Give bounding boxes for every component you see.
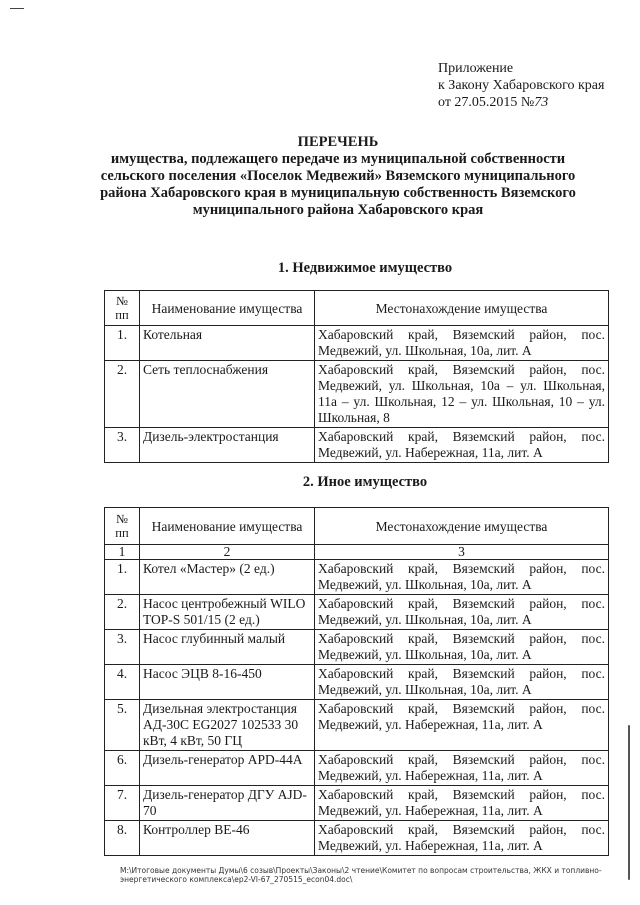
corner-mark <box>10 8 24 16</box>
title-heading: ПЕРЕЧЕНЬ <box>297 134 379 150</box>
property-name: Котельная <box>140 326 315 361</box>
table-row <box>105 326 609 361</box>
table-header-row <box>105 291 609 326</box>
property-location: Хабаровский край, Вяземский район, пос. Медвежий, ул. Школьная, 10а, лит. А <box>315 326 609 361</box>
table-row <box>105 595 609 630</box>
property-name: Насос глубинный малый <box>140 630 315 665</box>
property-name: Насос ЭЦВ 8-16-450 <box>140 665 315 700</box>
row-number: 5. <box>105 700 140 751</box>
property-name: Дизель-электростанция <box>140 428 315 463</box>
table-row <box>105 821 609 856</box>
row-number: 1. <box>105 560 140 595</box>
property-location: Хабаровский край, Вяземский район, пос. Медвежий, ул. Набережная, 11а, лит. А <box>315 700 609 751</box>
table-row <box>105 665 609 700</box>
appendix-line-2: к Закону Хабаровского края <box>438 78 605 93</box>
table-row <box>105 361 609 428</box>
property-name: Контроллер BE-46 <box>140 821 315 856</box>
property-location: Хабаровский край, Вяземский район, пос. Медвежий, ул. Школьная, 10а, лит. А <box>315 630 609 665</box>
section-2-title: 2. Иное имущество <box>302 474 428 490</box>
title-line-1: имущества, подлежащего передаче из муниципальной собственности <box>110 151 566 167</box>
section-1-title: 1. Недвижимое имущество <box>277 260 453 276</box>
title-line-4: муниципального района Хабаровского края <box>192 202 484 218</box>
property-location: Хабаровский край, Вяземский район, пос. Медвежий, ул. Набережная, 11а, лит. А <box>315 751 609 786</box>
row-number: 2. <box>105 361 140 428</box>
property-name: Насос центробежный WILO TOP-S 501/15 (2 ед.) <box>140 595 315 630</box>
header-number-pp: пп <box>115 526 129 540</box>
property-location: Хабаровский край, Вяземский район, пос. Медвежий, ул. Набережная, 11а, лит. А <box>315 786 609 821</box>
appendix-law-number: 73 <box>534 95 549 110</box>
header-location: Местонахождение имущества <box>315 291 609 326</box>
column-index-3: 3 <box>315 545 609 560</box>
other-property-table <box>104 507 609 856</box>
row-number: 6. <box>105 751 140 786</box>
table-row <box>105 428 609 463</box>
title-line-3: района Хабаровского края в муниципальную собственность Вяземского <box>100 185 576 201</box>
file-path-footer: М:\Итоговые документы Думы\6 созыв\Проекты\Законы\2 чтение\Комитет по вопросам строительства, ЖКХ и топливно-энергетического комплекса\ep2-VI-67_270515_econ04.doc\ <box>120 866 602 884</box>
header-name: Наименование имущества <box>140 291 315 326</box>
row-number: 1. <box>105 326 140 361</box>
property-location: Хабаровский край, Вяземский район, пос. Медвежий, ул. Набережная, 11а, лит. А <box>315 428 609 463</box>
property-name: Дизельная электростанция АД-30С EG2027 102533 30 кВт, 4 кВт, 50 ГЦ <box>140 700 315 751</box>
header-location: Местонахождение имущества <box>315 508 609 545</box>
row-number: 4. <box>105 665 140 700</box>
header-number-pp: пп <box>115 308 129 322</box>
header-number <box>105 508 140 545</box>
table-header-row <box>105 508 609 545</box>
appendix-block <box>438 60 604 111</box>
title-line-2: сельского поселения «Поселок Медвежий» Вяземского муниципального <box>100 168 576 184</box>
property-location: Хабаровский край, Вяземский район, пос. Медвежий, ул. Школьная, 10а – ул. Школьная, 11а – ул. Школьная, 12 – ул. Школьная, 10 – ул. Школьная, 8 <box>315 361 609 428</box>
column-index-2: 2 <box>140 545 315 560</box>
property-location: Хабаровский край, Вяземский район, пос. Медвежий, ул. Школьная, 10а, лит. А <box>315 595 609 630</box>
appendix-line-1: Приложение <box>438 61 514 76</box>
appendix-line-3 <box>438 94 604 111</box>
table-row <box>105 786 609 821</box>
row-number: 2. <box>105 595 140 630</box>
property-name: Дизель-генератор ДГУ AJD-70 <box>140 786 315 821</box>
column-index-1: 1 <box>105 545 140 560</box>
table-row <box>105 630 609 665</box>
document-title <box>60 134 616 219</box>
row-number: 3. <box>105 428 140 463</box>
row-number: 3. <box>105 630 140 665</box>
header-name: Наименование имущества <box>140 508 315 545</box>
header-number-sign: № <box>116 294 128 308</box>
row-number: 8. <box>105 821 140 856</box>
table-row <box>105 560 609 595</box>
column-index-row <box>105 545 609 560</box>
table-row <box>105 751 609 786</box>
header-number <box>105 291 140 326</box>
property-name: Котел «Мастер» (2 ед.) <box>140 560 315 595</box>
header-number-sign: № <box>116 512 128 526</box>
table-row <box>105 700 609 751</box>
appendix-date: от 27.05.2015 № <box>438 95 535 110</box>
margin-line <box>628 725 630 880</box>
property-location: Хабаровский край, Вяземский район, пос. Медвежий, ул. Набережная, 11а, лит. А <box>315 821 609 856</box>
property-name: Дизель-генератор APD-44A <box>140 751 315 786</box>
property-name: Сеть теплоснабжения <box>140 361 315 428</box>
property-location: Хабаровский край, Вяземский район, пос. Медвежий, ул. Школьная, 10а, лит. А <box>315 560 609 595</box>
real-estate-table <box>104 290 609 463</box>
row-number: 7. <box>105 786 140 821</box>
property-location: Хабаровский край, Вяземский район, пос. Медвежий, ул. Школьная, 10а, лит. А <box>315 665 609 700</box>
